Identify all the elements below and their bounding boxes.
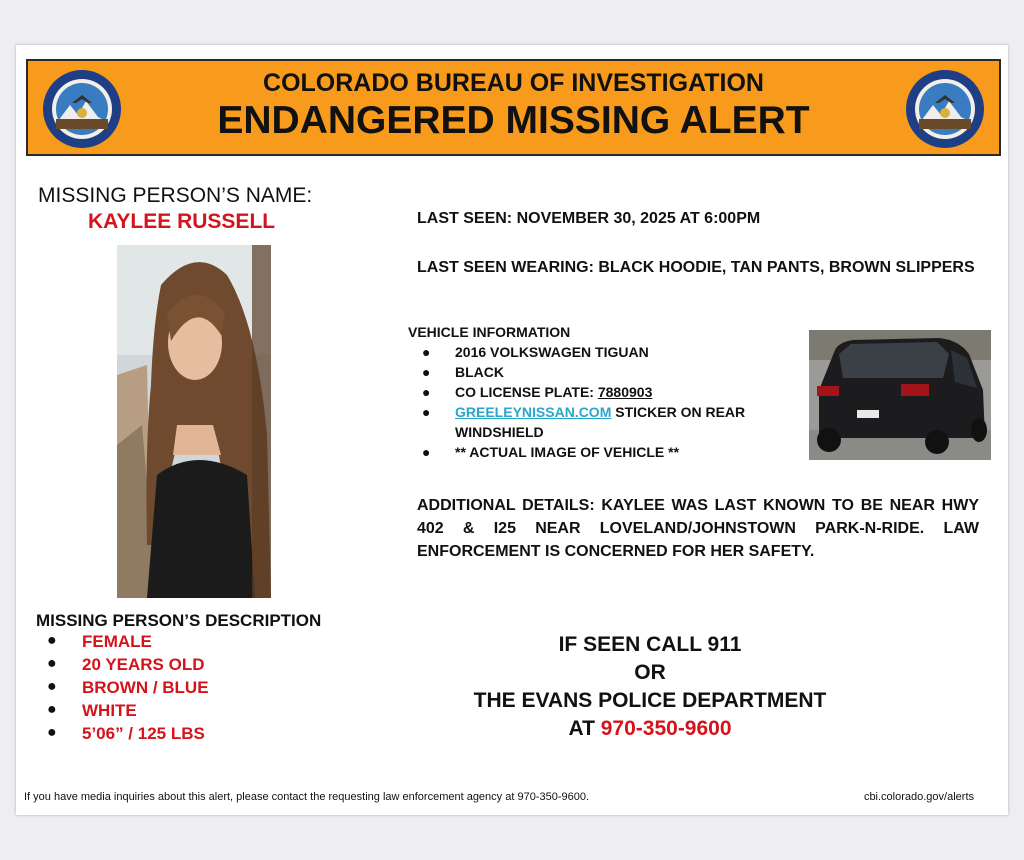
name-label: MISSING PERSON’S NAME: bbox=[38, 184, 313, 207]
alert-title: ENDANGERED MISSING ALERT bbox=[217, 99, 810, 142]
call-line-2: OR bbox=[634, 661, 666, 684]
vehicle-info-list bbox=[416, 342, 796, 462]
description-list bbox=[42, 632, 209, 747]
additional-details: ADDITIONAL DETAILS: KAYLEE WAS LAST KNOWN TO BE NEAR HWY 402 & I25 NEAR LOVELAND/JOHNSTOWN PARK-N-RIDE. LAW ENFORCEMENT IS CONCERNED FOR HER SAFETY. bbox=[417, 497, 979, 560]
media-inquiry-note: If you have media inquiries about this alert, please contact the requesting law enforcement agency at 970-350-9600. bbox=[24, 791, 590, 803]
cbi-seal-icon bbox=[905, 69, 985, 149]
list-item: ● ** ACTUAL IMAGE OF VEHICLE ** bbox=[422, 444, 680, 460]
call-line-1: IF SEEN CALL 911 bbox=[558, 633, 742, 656]
alerts-url[interactable]: cbi.colorado.gov/alerts bbox=[863, 791, 974, 803]
list-item: ● FEMALE bbox=[47, 632, 152, 651]
agency-title: COLORADO BUREAU OF INVESTIGATION bbox=[263, 69, 764, 97]
list-item: ● CO LICENSE PLATE: 7880903 bbox=[422, 384, 653, 400]
last-seen-text: LAST SEEN: NOVEMBER 30, 2025 AT 6:00PM bbox=[417, 210, 761, 227]
call-line-3: THE EVANS POLICE DEPARTMENT bbox=[473, 689, 827, 712]
dealer-link[interactable]: GREELEYNISSAN.COM bbox=[455, 404, 612, 420]
call-line-4: AT 970-350-9600 bbox=[568, 717, 732, 740]
license-plate: 7880903 bbox=[597, 384, 653, 400]
missing-person-name: KAYLEE RUSSELL bbox=[88, 210, 276, 233]
list-item: ● BROWN / BLUE bbox=[47, 678, 209, 697]
vehicle-photo bbox=[809, 330, 991, 460]
list-item: ● 2016 VOLKSWAGEN TIGUAN bbox=[422, 344, 649, 360]
list-item: ● 5’06” / 125 LBS bbox=[47, 724, 205, 743]
last-seen-wearing: LAST SEEN WEARING: BLACK HOODIE, TAN PANTS, BROWN SLIPPERS bbox=[417, 259, 975, 276]
missing-person-photo bbox=[117, 245, 271, 598]
alert-flyer bbox=[16, 45, 1008, 815]
header-banner bbox=[26, 59, 1001, 156]
list-item: ● WHITE bbox=[47, 701, 137, 720]
list-item: ● GREELEYNISSAN.COM STICKER ON REAR WINDSHIELD bbox=[422, 404, 746, 440]
list-item: ● 20 YEARS OLD bbox=[47, 655, 205, 674]
phone-number[interactable]: 970-350-9600 bbox=[600, 717, 732, 740]
call-to-action bbox=[386, 631, 914, 743]
list-item: ● BLACK bbox=[422, 364, 504, 380]
description-title: MISSING PERSON’S DESCRIPTION bbox=[36, 611, 322, 630]
vehicle-info-title: VEHICLE INFORMATION bbox=[408, 324, 571, 340]
